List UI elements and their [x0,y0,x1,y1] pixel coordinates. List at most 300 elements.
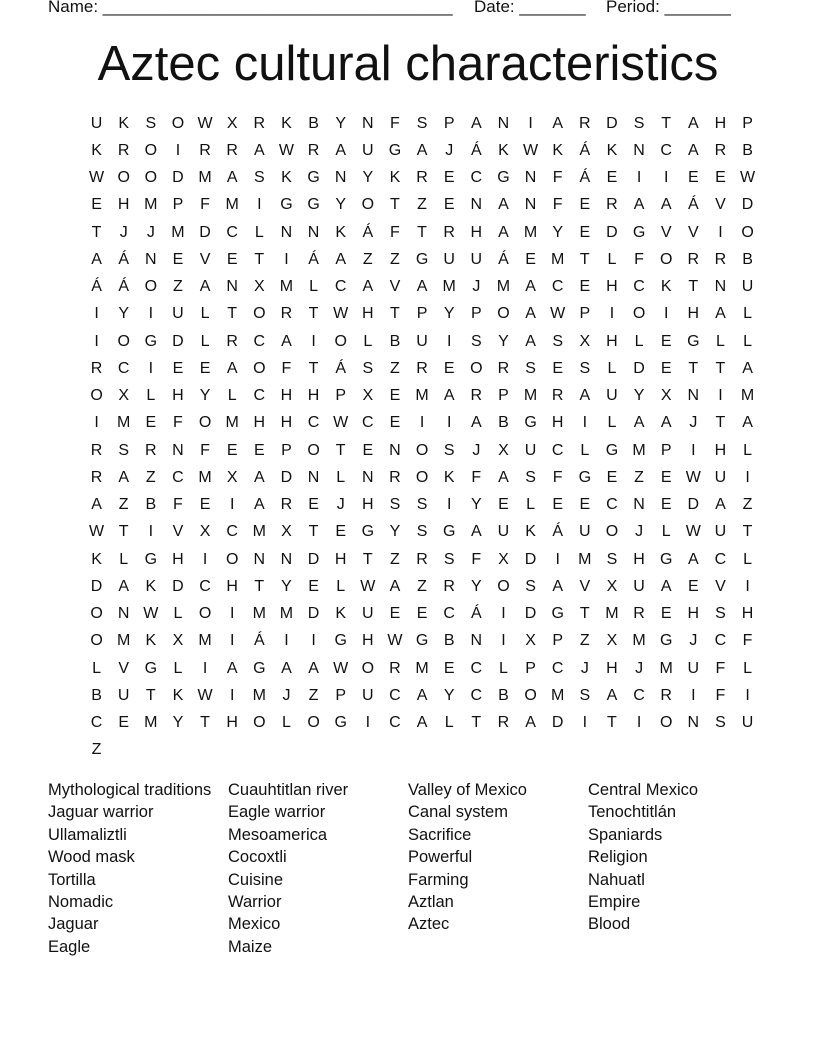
grid-letter: W [278,141,294,159]
grid-letter: K [281,169,292,187]
grid-letter: E [145,414,157,432]
grid-letter: A [416,714,428,732]
grid-letter: G [334,632,347,650]
grid-letter: A [498,223,509,241]
grid-letter: M [632,441,646,459]
grid-letter: N [497,114,510,132]
grid-letter: A [606,686,618,704]
grid-letter: H [687,305,700,323]
grid-letter: O [198,414,212,432]
grid-letter: I [202,550,208,568]
grid-letter: C [470,659,483,677]
grid-letter: N [362,114,374,132]
grid-letter: H [117,196,130,214]
grid-letter: Á [687,196,699,214]
grid-letter: Y [362,169,374,187]
grid-letter: I [745,686,750,704]
grid-letter: B [91,686,102,704]
grid-letter: E [172,250,184,268]
grid-letter: H [172,387,184,405]
period-field: Period: _______ [606,0,731,16]
grid-letter: S [579,686,591,704]
grid-letter: N [633,496,645,514]
grid-letter: Y [335,114,347,132]
grid-letter: L [743,441,753,459]
grid-letter: M [144,196,158,214]
grid-letter: O [334,332,347,350]
grid-letter: A [660,577,672,595]
grid-letter: E [416,605,428,623]
grid-letter: K [525,523,536,541]
grid-letter: C [90,714,103,732]
grid-letter: C [714,632,727,650]
grid-letter: Y [172,714,184,732]
grid-letter: H [226,577,238,595]
grid-letter: Á [118,278,130,296]
grid-letter: I [691,686,696,704]
grid-letter: X [362,387,374,405]
word-item: Cocoxtli [228,848,287,867]
grid-letter: L [173,659,183,677]
grid-letter: D [172,169,184,187]
grid-letter: M [659,659,673,677]
grid-letter: T [308,305,319,323]
word-item: Empire [588,893,641,912]
grid-letter: W [333,305,349,323]
grid-letter: T [688,278,699,296]
grid-letter: G [144,332,158,350]
grid-letter: D [524,605,537,623]
grid-letter: C [470,686,483,704]
grid-letter: H [687,605,700,623]
grid-letter: L [607,250,617,268]
grid-letter: M [523,387,538,405]
grid-letter: V [687,223,699,241]
grid-letter: X [498,550,509,568]
grid-letter: Z [390,359,400,377]
grid-letter: E [687,577,699,595]
grid-letter: J [119,223,128,241]
grid-letter: E [253,441,265,459]
grid-letter: J [472,278,481,296]
grid-letter: A [226,659,238,677]
grid-letter: S [579,359,591,377]
grid-letter: I [663,169,669,187]
grid-letter: T [118,523,129,541]
grid-letter: J [635,659,644,677]
grid-letter: I [446,496,452,514]
grid-letter: A [253,468,265,486]
grid-letter: V [579,577,591,595]
grid-letter: I [691,441,696,459]
grid-letter: D [280,468,293,486]
grid-letter: R [416,550,428,568]
grid-letter: I [365,714,371,732]
grid-letter: A [552,577,564,595]
grid-letter: I [609,305,615,323]
grid-letter: K [660,278,672,296]
grid-letter: Á [498,250,509,268]
grid-letter: G [361,523,375,541]
grid-letter: T [742,523,753,541]
grid-letter: Y [498,332,509,350]
grid-letter: S [362,359,374,377]
grid-letter: F [471,468,482,486]
grid-letter: K [552,141,564,159]
grid-letter: T [715,359,726,377]
grid-letter: S [525,577,536,595]
grid-letter: W [197,686,213,704]
grid-letter: T [579,605,590,623]
word-item: Maize [228,937,273,956]
grid-letter: T [308,359,319,377]
grid-letter: Z [634,468,644,486]
grid-letter: I [582,414,588,432]
grid-letter: I [501,632,506,650]
grid-letter: M [605,605,619,623]
word-item: Aztec [408,915,450,934]
grid-letter: O [90,632,103,650]
grid-letter: K [606,141,618,159]
grid-letter: S [470,332,482,350]
grid-letter: I [446,332,452,350]
grid-letter: C [606,496,618,514]
grid-letter: G [415,250,429,268]
grid-letter: I [175,141,181,159]
grid-letter: X [226,114,238,132]
word-item: Valley of Mexico [408,781,527,799]
grid-letter: J [146,223,155,241]
grid-letter: G [388,141,402,159]
grid-letter: A [335,250,347,268]
grid-letter: C [172,468,184,486]
grid-letter: Á [118,250,130,268]
grid-letter: A [498,468,509,486]
grid-letter: C [633,686,645,704]
grid-letter: R [280,305,293,323]
grid-letter: E [443,359,455,377]
grid-letter: K [335,605,347,623]
grid-letter: Á [579,141,591,159]
grid-letter: E [660,605,672,623]
grid-letter: C [199,577,211,595]
grid-letter: L [92,659,102,677]
grid-letter: E [91,196,102,214]
grid-letter: Á [308,250,319,268]
grid-letter: U [741,278,754,296]
grid-letter: A [742,359,753,377]
grid-letter: A [579,387,591,405]
grid-letter: A [308,659,319,677]
grid-letter: E [389,605,401,623]
grid-letter: Z [417,196,427,214]
grid-letter: V [118,659,130,677]
grid-letter: O [253,359,266,377]
grid-letter: S [525,468,536,486]
grid-letter: U [524,441,537,459]
grid-letter: M [198,169,212,187]
grid-letter: M [225,414,239,432]
grid-letter: E [579,278,591,296]
grid-letter: F [200,196,210,214]
grid-letter: M [551,686,565,704]
grid-letter: I [718,387,723,405]
grid-letter: I [94,332,99,350]
grid-letter: P [660,441,672,459]
grid-letter: A [118,577,130,595]
grid-letter: F [173,414,183,432]
grid-letter: W [89,169,105,187]
grid-letter: L [661,523,671,541]
grid-letter: S [253,169,265,187]
grid-letter: O [144,169,158,187]
grid-letter: M [551,250,565,268]
grid-letter: E [660,359,672,377]
grid-letter: I [229,686,235,704]
grid-letter: A [91,496,102,514]
grid-letter: A [416,278,428,296]
grid-letter: E [362,441,374,459]
grid-letter: O [415,468,429,486]
grid-letter: O [632,305,646,323]
grid-letter: L [607,359,617,377]
grid-letter: H [280,387,293,405]
grid-letter: M [279,605,294,623]
grid-letter: R [687,250,700,268]
grid-letter: N [145,250,157,268]
grid-letter: W [685,523,701,541]
grid-letter: O [144,278,158,296]
grid-letter: F [552,196,563,214]
grid-letter: Y [470,496,482,514]
grid-letter: X [172,632,184,650]
grid-letter: M [415,387,429,405]
word-item: Aztlan [408,893,454,912]
grid-letter: U [90,114,103,132]
grid-letter: I [745,468,750,486]
grid-letter: L [444,714,454,732]
grid-letter: R [90,359,103,377]
grid-letter: E [552,359,564,377]
grid-letter: X [579,332,591,350]
grid-letter: B [145,496,157,514]
grid-letter: H [334,550,347,568]
grid-letter: E [579,196,591,214]
grid-letter: R [714,250,727,268]
grid-letter: P [525,659,536,677]
word-item: Powerful [408,848,473,867]
student-info-header [48,0,738,21]
grid-letter: P [335,686,347,704]
grid-letter: U [443,250,455,268]
grid-letter: T [200,714,210,732]
grid-letter: E [443,169,455,187]
grid-letter: I [148,359,154,377]
grid-letter: A [118,468,130,486]
grid-letter: I [311,332,316,350]
grid-letter: M [632,632,646,650]
grid-letter: E [335,523,347,541]
grid-letter: B [443,632,455,650]
grid-letter: O [171,114,185,132]
grid-letter: G [605,441,619,459]
word-item: Mesoamerica [228,825,328,844]
grid-letter: S [443,550,455,568]
grid-letter: S [715,714,726,732]
grid-letter: P [281,441,292,459]
grid-letter: H [551,414,564,432]
grid-letter: G [442,523,456,541]
grid-letter: L [146,387,156,405]
grid-letter: S [145,114,157,132]
word-item: Blood [588,915,631,934]
grid-letter: T [715,414,726,432]
grid-letter: M [740,387,755,405]
word-item: Jaguar [48,915,99,934]
grid-letter: J [689,632,698,650]
grid-letter: M [523,223,538,241]
grid-letter: E [579,223,591,241]
grid-letter: L [173,605,183,623]
grid-letter: H [362,305,374,323]
grid-letter: O [361,659,375,677]
grid-letter: P [443,114,455,132]
grid-letter: Y [335,196,347,214]
grid-letter: C [253,387,266,405]
grid-letter: R [443,577,455,595]
grid-letter: L [227,387,237,405]
grid-letter: R [253,114,266,132]
word-item: Eagle [48,937,91,956]
word-item: Cuauhtitlan river [228,781,349,799]
grid-letter: K [498,141,509,159]
grid-letter: M [252,686,266,704]
grid-letter: W [143,605,159,623]
grid-letter: V [660,223,672,241]
grid-letter: W [740,169,756,187]
grid-letter: H [633,550,645,568]
grid-letter: Y [633,387,645,405]
grid-letter: K [145,632,157,650]
word-list-column [588,779,768,958]
grid-letter: R [145,441,157,459]
grid-letter: E [687,169,699,187]
grid-letter: A [416,141,428,159]
grid-letter: Z [742,496,753,514]
grid-letter: A [253,141,265,159]
grid-letter: H [307,387,320,405]
grid-letter: A [525,332,536,350]
grid-letter: G [551,605,564,623]
grid-letter: C [660,141,672,159]
grid-letter: U [362,686,374,704]
grid-letter: U [497,523,510,541]
grid-letter: S [416,523,428,541]
grid-letter: A [416,686,428,704]
grid-letter: C [551,659,564,677]
grid-letter: P [416,305,428,323]
grid-letter: T [91,223,102,241]
grid-letter: K [91,141,102,159]
word-item: Mythological traditions [48,781,212,799]
grid-letter: G [687,332,700,350]
grid-letter: A [660,414,672,432]
grid-letter: A [443,387,455,405]
grid-letter: D [307,605,320,623]
grid-letter: K [145,577,157,595]
word-list-column [408,779,588,958]
word-list [48,779,788,958]
grid-letter: O [659,714,673,732]
grid-letter: H [362,632,374,650]
grid-letter: E [226,441,238,459]
grid-letter: L [281,714,291,732]
grid-letter: C [714,550,727,568]
grid-letter: C [253,332,266,350]
word-item: Sacrifice [408,825,472,844]
grid-letter: F [634,250,644,268]
grid-letter: J [580,659,589,677]
grid-letter: H [470,223,483,241]
grid-letter: T [688,359,699,377]
grid-letter: P [470,305,482,323]
grid-letter: Z [145,468,156,486]
grid-letter: A [742,414,753,432]
grid-letter: V [715,577,726,595]
grid-letter: R [226,332,238,350]
word-list-column [228,779,408,958]
grid-letter: U [714,523,727,541]
grid-letter: I [718,223,723,241]
grid-letter: S [389,496,401,514]
grid-letter: X [498,441,509,459]
grid-letter: E [389,387,401,405]
grid-letter: F [390,114,400,132]
grid-letter: N [470,196,483,214]
grid-letter: E [715,169,726,187]
grid-letter: F [200,441,210,459]
grid-letter: J [689,414,698,432]
grid-letter: L [743,305,753,323]
word-item: Warrior [228,893,282,912]
grid-letter: C [443,605,455,623]
grid-letter: T [417,223,427,241]
grid-letter: I [555,550,560,568]
grid-letter: U [362,605,374,623]
grid-letter: O [361,196,375,214]
grid-letter: O [253,305,266,323]
word-item: Nahuatl [588,870,645,889]
grid-letter: J [282,686,291,704]
grid-letter: H [606,332,618,350]
grid-letter: C [551,278,564,296]
grid-letter: A [253,496,265,514]
grid-letter: Z [362,250,373,268]
grid-letter: N [714,278,727,296]
grid-letter: E [660,496,672,514]
grid-letter: W [523,141,539,159]
grid-letter: O [659,250,673,268]
grid-letter: H [606,278,618,296]
grid-letter: S [118,441,130,459]
grid-letter: E [606,169,618,187]
grid-letter: Á [253,632,265,650]
grid-letter: W [550,305,566,323]
word-item: Canal system [408,803,508,822]
grid-letter: A [525,278,536,296]
grid-letter: G [497,169,510,187]
grid-letter: R [307,141,320,159]
